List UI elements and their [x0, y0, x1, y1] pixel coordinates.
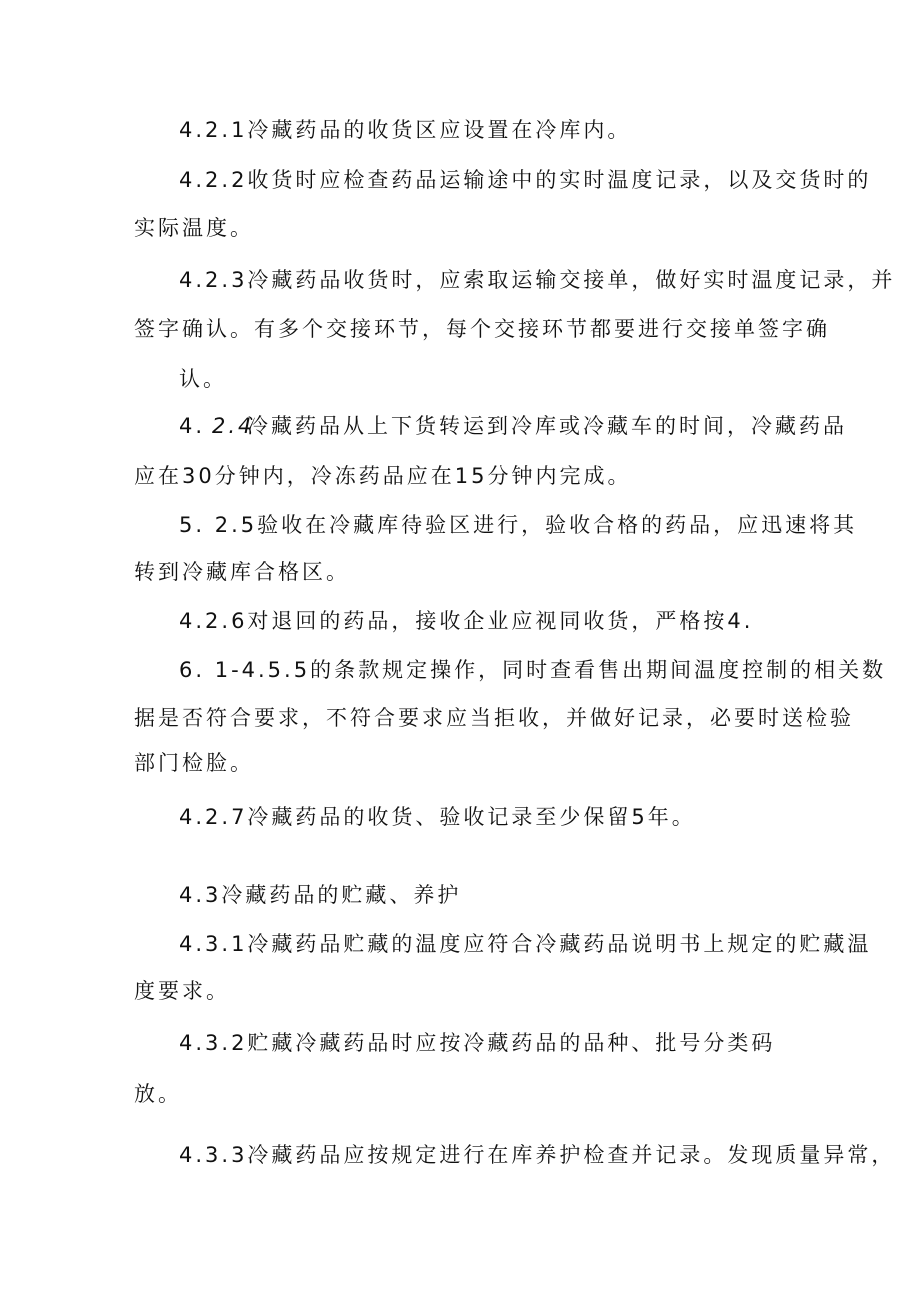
text-line: 4.3.2贮藏冷藏药品时应按冷藏药品的品种、批号分类码	[179, 1031, 776, 1055]
text-line-italic-number: 2.4	[212, 414, 255, 438]
text-line: 签字确认。有多个交接环节，每个交接环节都要进行交接单签字确	[134, 317, 830, 341]
section-heading: 4.3冷藏药品的贮藏、养护	[179, 883, 462, 907]
text-line: 部门检脸。	[134, 751, 254, 775]
text-line: 6. 1-4.5.5的条款规定操作，同时查看售出期间温度控制的相关数	[179, 658, 887, 682]
text-line: 认。	[179, 367, 227, 391]
text-line: 4.2.1冷藏药品的收货区应设置在冷库内。	[179, 118, 632, 142]
text-line: 度要求。	[134, 979, 230, 1003]
text-line-prefix: 4.	[179, 414, 206, 438]
text-line: 4.2.6对退回的药品，接收企业应视同收货，严格按4.	[179, 609, 754, 633]
text-line: 冷藏药品从上下货转运到冷库或冷藏车的时间，冷藏药品	[247, 414, 847, 438]
text-line: 据是否符合要求，不符合要求应当拒收，并做好记录，必要时送检验	[134, 706, 854, 730]
text-line: 4.3.3冷藏药品应按规定进行在库养护检查并记录。发现质量异常，	[179, 1143, 896, 1167]
text-line: 实际温度。	[134, 216, 254, 240]
text-line: 4.3.1冷藏药品贮藏的温度应符合冷藏药品说明书上规定的贮藏温	[179, 932, 872, 956]
text-line: 应在30分钟内，冷冻药品应在15分钟内完成。	[134, 464, 632, 488]
text-line: 放。	[134, 1082, 182, 1106]
text-line: 4.2.7冷藏药品的收货、验收记录至少保留5年。	[179, 805, 696, 829]
text-line: 4.2.2收货时应检查药品运输途中的实时温度记录，以及交货时的	[179, 168, 872, 192]
text-line: 5. 2.5验收在冷藏库待验区进行，验收合格的药品，应迅速将其	[179, 513, 858, 537]
text-line: 4.2.3冷藏药品收货时，应索取运输交接单，做好实时温度记录，并	[179, 268, 896, 292]
text-line: 转到冷藏库合格区。	[134, 560, 350, 584]
